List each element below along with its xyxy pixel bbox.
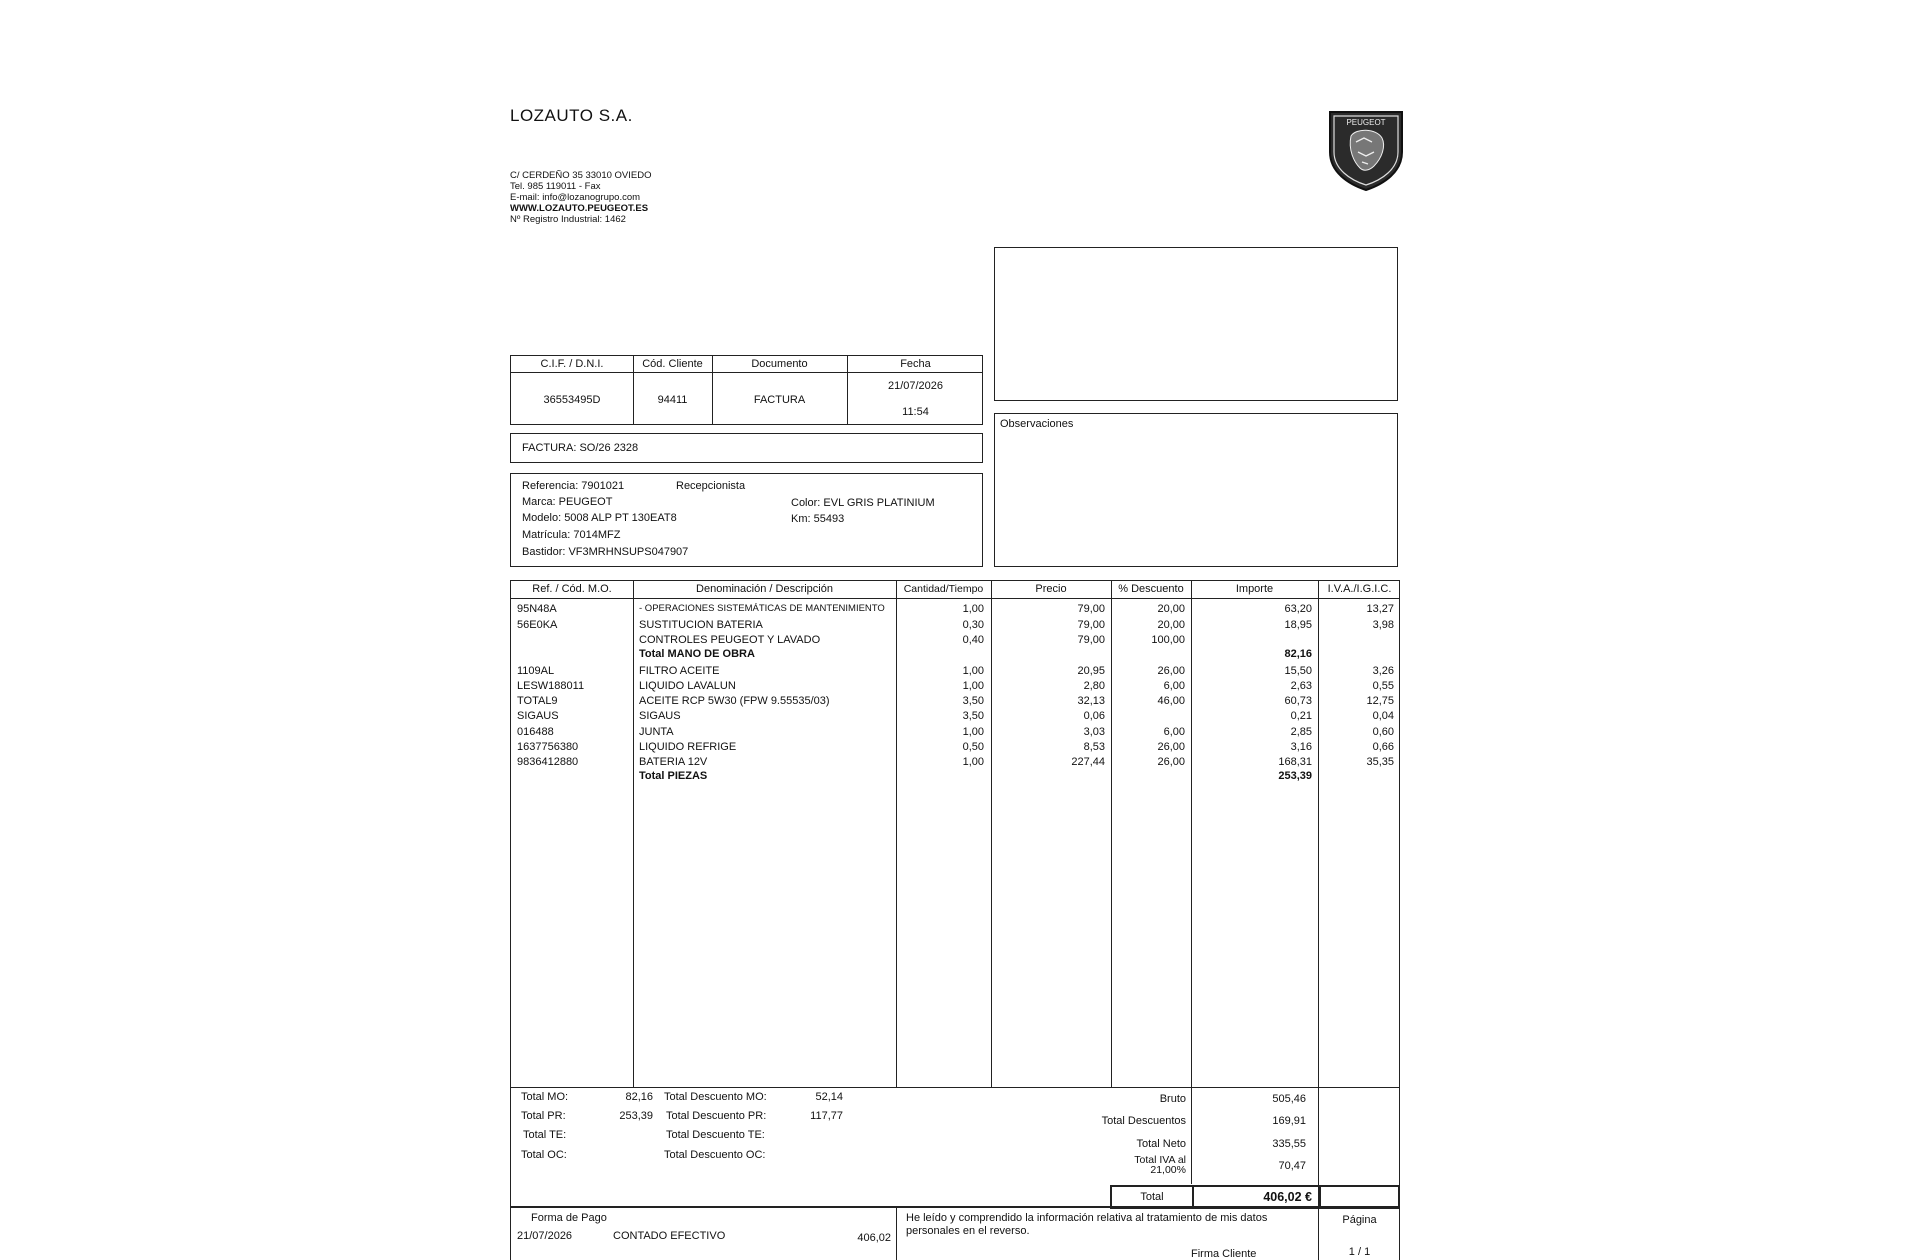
row-amount: 168,31 — [1278, 756, 1312, 768]
company-registry: Nº Registro Industrial: 1462 — [510, 214, 626, 225]
row-quantity: 1,00 — [962, 603, 984, 615]
iva-label: Total IVA al 21,00% — [1134, 1154, 1186, 1176]
row-ref: 56E0KA — [517, 619, 558, 631]
grand-total-value: 406,02 € — [1263, 1190, 1312, 1204]
time-value: 11:54 — [902, 406, 929, 418]
row-amount: 0,21 — [1290, 710, 1312, 722]
payment-date: 21/07/2026 — [517, 1230, 573, 1242]
iva-value: 70,47 — [1278, 1160, 1306, 1172]
company-address: C/ CERDEÑO 35 33010 OVIEDO — [510, 170, 652, 181]
row-discount: 26,00 — [1157, 665, 1185, 677]
invoice-number: FACTURA: SO/26 2328 — [522, 442, 639, 454]
total-mo-label: Total MO: — [521, 1091, 569, 1103]
row-price: 32,13 — [1077, 695, 1105, 707]
row-discount: 26,00 — [1157, 741, 1185, 753]
company-name: LOZAUTO S.A. — [510, 106, 633, 125]
row-ref: 1109AL — [517, 665, 555, 677]
row-vat: 13,27 — [1366, 603, 1394, 615]
vehicle-color: Color: EVL GRIS PLATINIUM — [791, 497, 935, 509]
descuentos-label: Total Descuentos — [1101, 1115, 1186, 1127]
doc-header-table — [510, 355, 983, 425]
header-date-label: Fecha — [900, 358, 931, 370]
vehicle-brand: Marca: PEUGEOT — [522, 496, 613, 508]
row-description: ACEITE RCP 5W30 (FPW 9.55535/03) — [639, 695, 830, 707]
col-header-discount: % Descuento — [1118, 583, 1184, 595]
row-price: 3,03 — [1083, 726, 1105, 738]
row-price: 79,00 — [1077, 634, 1105, 646]
page-value: 1 / 1 — [1348, 1246, 1371, 1258]
desc-pr-label: Total Descuento PR: — [666, 1110, 767, 1122]
row-amount: 3,16 — [1290, 741, 1312, 753]
desc-mo-value: 52,14 — [815, 1091, 843, 1103]
row-description: SUSTITUCION BATERIA — [639, 619, 763, 631]
footer-box — [510, 1207, 1400, 1260]
vehicle-reference: Referencia: 7901021 — [522, 480, 625, 492]
row-discount: 6,00 — [1163, 726, 1185, 738]
row-quantity: 1,00 — [962, 756, 984, 768]
company-contact — [510, 170, 652, 226]
grand-total-label: Total — [1140, 1191, 1164, 1203]
neto-label: Total Neto — [1136, 1138, 1186, 1150]
row-description: CONTROLES PEUGEOT Y LAVADO — [639, 634, 821, 646]
observations-box — [994, 413, 1398, 567]
row-amount: 18,95 — [1284, 619, 1312, 631]
payment-amount: 406,02 — [857, 1232, 891, 1244]
descuentos-value: 169,91 — [1272, 1115, 1306, 1127]
row-discount: 6,00 — [1163, 680, 1185, 692]
privacy-notice: He leído y comprendido la información relativa al tratamiento de mis datos personales en el reverso. — [906, 1212, 1268, 1237]
total-pr-label: Total PR: — [521, 1110, 566, 1122]
total-mo-value: 82,16 — [625, 1091, 653, 1103]
desc-mo-label: Total Descuento MO: — [664, 1091, 767, 1103]
document-value: FACTURA — [753, 394, 806, 406]
row-vat: 0,04 — [1372, 710, 1394, 722]
row-discount: 46,00 — [1157, 695, 1185, 707]
row-discount: 26,00 — [1157, 756, 1185, 768]
row-description: LIQUIDO REFRIGE — [639, 741, 737, 753]
customer-address-box — [994, 247, 1398, 401]
row-description: FILTRO ACEITE — [639, 665, 720, 677]
company-web: WWW.LOZAUTO.PEUGEOT.ES — [510, 203, 649, 214]
row-quantity: 0,40 — [962, 634, 984, 646]
grand-total-box — [1110, 1185, 1400, 1209]
row-amount: 2,63 — [1290, 680, 1312, 692]
peugeot-logo — [1326, 106, 1406, 192]
desc-te-label: Total Descuento TE: — [666, 1129, 765, 1141]
row-vat: 12,75 — [1366, 695, 1394, 707]
col-header-vat: I.V.A./I.G.I.C. — [1327, 583, 1392, 595]
row-vat: 3,26 — [1372, 665, 1394, 677]
row-description: JUNTA — [639, 726, 674, 738]
row-ref: 1637756380 — [517, 741, 579, 753]
row-ref: TOTAL9 — [517, 695, 558, 707]
row-price: 227,44 — [1071, 756, 1105, 768]
row-quantity: 1,00 — [962, 665, 984, 677]
vehicle-model: Modelo: 5008 ALP PT 130EAT8 — [522, 512, 677, 524]
row-vat: 35,35 — [1366, 756, 1394, 768]
row-vat: 0,60 — [1372, 726, 1394, 738]
row-price: 79,00 — [1077, 603, 1105, 615]
row-amount: 82,16 — [1284, 648, 1312, 660]
row-ref: 016488 — [517, 726, 554, 738]
vehicle-plate: Matrícula: 7014MFZ — [522, 529, 621, 541]
row-quantity: 3,50 — [962, 695, 984, 707]
cif-value: 36553495D — [543, 394, 601, 406]
vehicle-vin: Bastidor: VF3MRHNSUPS047907 — [522, 546, 689, 558]
invoice-number-box — [510, 433, 983, 463]
row-description: SIGAUS — [639, 710, 681, 722]
row-ref: SIGAUS — [517, 710, 559, 722]
row-price: 2,80 — [1083, 680, 1105, 692]
vehicle-receptionist: Recepcionista — [676, 480, 746, 492]
header-client-label: Cód. Cliente — [642, 358, 703, 370]
neto-value: 335,55 — [1272, 1138, 1306, 1150]
row-ref: LESW188011 — [517, 680, 585, 692]
row-price: 20,95 — [1077, 665, 1105, 677]
company-email: E-mail: info@lozanogrupo.com — [510, 192, 641, 203]
date-value: 21/07/2026 — [887, 380, 944, 392]
company-phone: Tel. 985 119011 - Fax — [510, 181, 601, 192]
items-table — [510, 580, 1400, 1088]
bruto-label: Bruto — [1159, 1093, 1186, 1105]
row-quantity: 0,50 — [962, 741, 984, 753]
row-ref: 95N48A — [517, 603, 557, 615]
row-discount: 20,00 — [1157, 603, 1185, 615]
page-label: Página — [1342, 1214, 1377, 1226]
payment-method-label: Forma de Pago — [531, 1212, 607, 1224]
row-description: - OPERACIONES SISTEMÁTICAS DE MANTENIMIENTO — [639, 603, 885, 614]
row-quantity: 3,50 — [962, 710, 984, 722]
row-description: LIQUIDO LAVALUN — [639, 680, 736, 692]
total-te-label: Total TE: — [523, 1129, 567, 1141]
row-vat: 0,55 — [1372, 680, 1394, 692]
row-discount: 100,00 — [1151, 634, 1185, 646]
row-discount: 20,00 — [1157, 619, 1185, 631]
payment-method: CONTADO EFECTIVO — [613, 1230, 726, 1242]
signature-label: Firma Cliente — [1191, 1248, 1257, 1260]
header-cif-label: C.I.F. / D.N.I. — [540, 358, 604, 370]
row-amount: 60,73 — [1284, 695, 1312, 707]
row-amount: 253,39 — [1278, 770, 1312, 782]
col-header-amount: Importe — [1235, 583, 1274, 595]
svg-text:PEUGEOT: PEUGEOT — [1346, 118, 1386, 127]
total-pr-value: 253,39 — [619, 1110, 653, 1122]
row-quantity: 0,30 — [962, 619, 984, 631]
total-oc-label: Total OC: — [521, 1149, 567, 1161]
row-price: 0,06 — [1083, 710, 1105, 722]
row-price: 8,53 — [1083, 741, 1105, 753]
col-header-ref: Ref. / Cód. M.O. — [532, 583, 612, 595]
row-quantity: 1,00 — [962, 726, 984, 738]
row-vat: 3,98 — [1372, 619, 1394, 631]
desc-oc-label: Total Descuento OC: — [664, 1149, 766, 1161]
row-ref: 9836412880 — [517, 756, 579, 768]
row-quantity: 1,00 — [962, 680, 984, 692]
row-amount: 63,20 — [1284, 603, 1312, 615]
observations-label: Observaciones — [1000, 418, 1074, 430]
vehicle-km: Km: 55493 — [791, 513, 845, 525]
row-amount: 15,50 — [1284, 665, 1312, 677]
row-price: 79,00 — [1077, 619, 1105, 631]
bruto-value: 505,46 — [1272, 1093, 1306, 1105]
row-description: BATERIA 12V — [639, 756, 708, 768]
row-vat: 0,66 — [1372, 741, 1394, 753]
row-description: Total MANO DE OBRA — [639, 648, 755, 660]
row-description: Total PIEZAS — [639, 770, 708, 782]
vehicle-box — [510, 473, 983, 567]
row-amount: 2,85 — [1290, 726, 1312, 738]
col-header-description: Denominación / Descripción — [696, 583, 833, 595]
col-header-price: Precio — [1035, 583, 1067, 595]
desc-pr-value: 117,77 — [810, 1110, 843, 1122]
header-document-label: Documento — [751, 358, 808, 370]
col-header-quantity: Cantidad/Tiempo — [903, 583, 984, 595]
client-code-value: 94411 — [657, 394, 688, 406]
